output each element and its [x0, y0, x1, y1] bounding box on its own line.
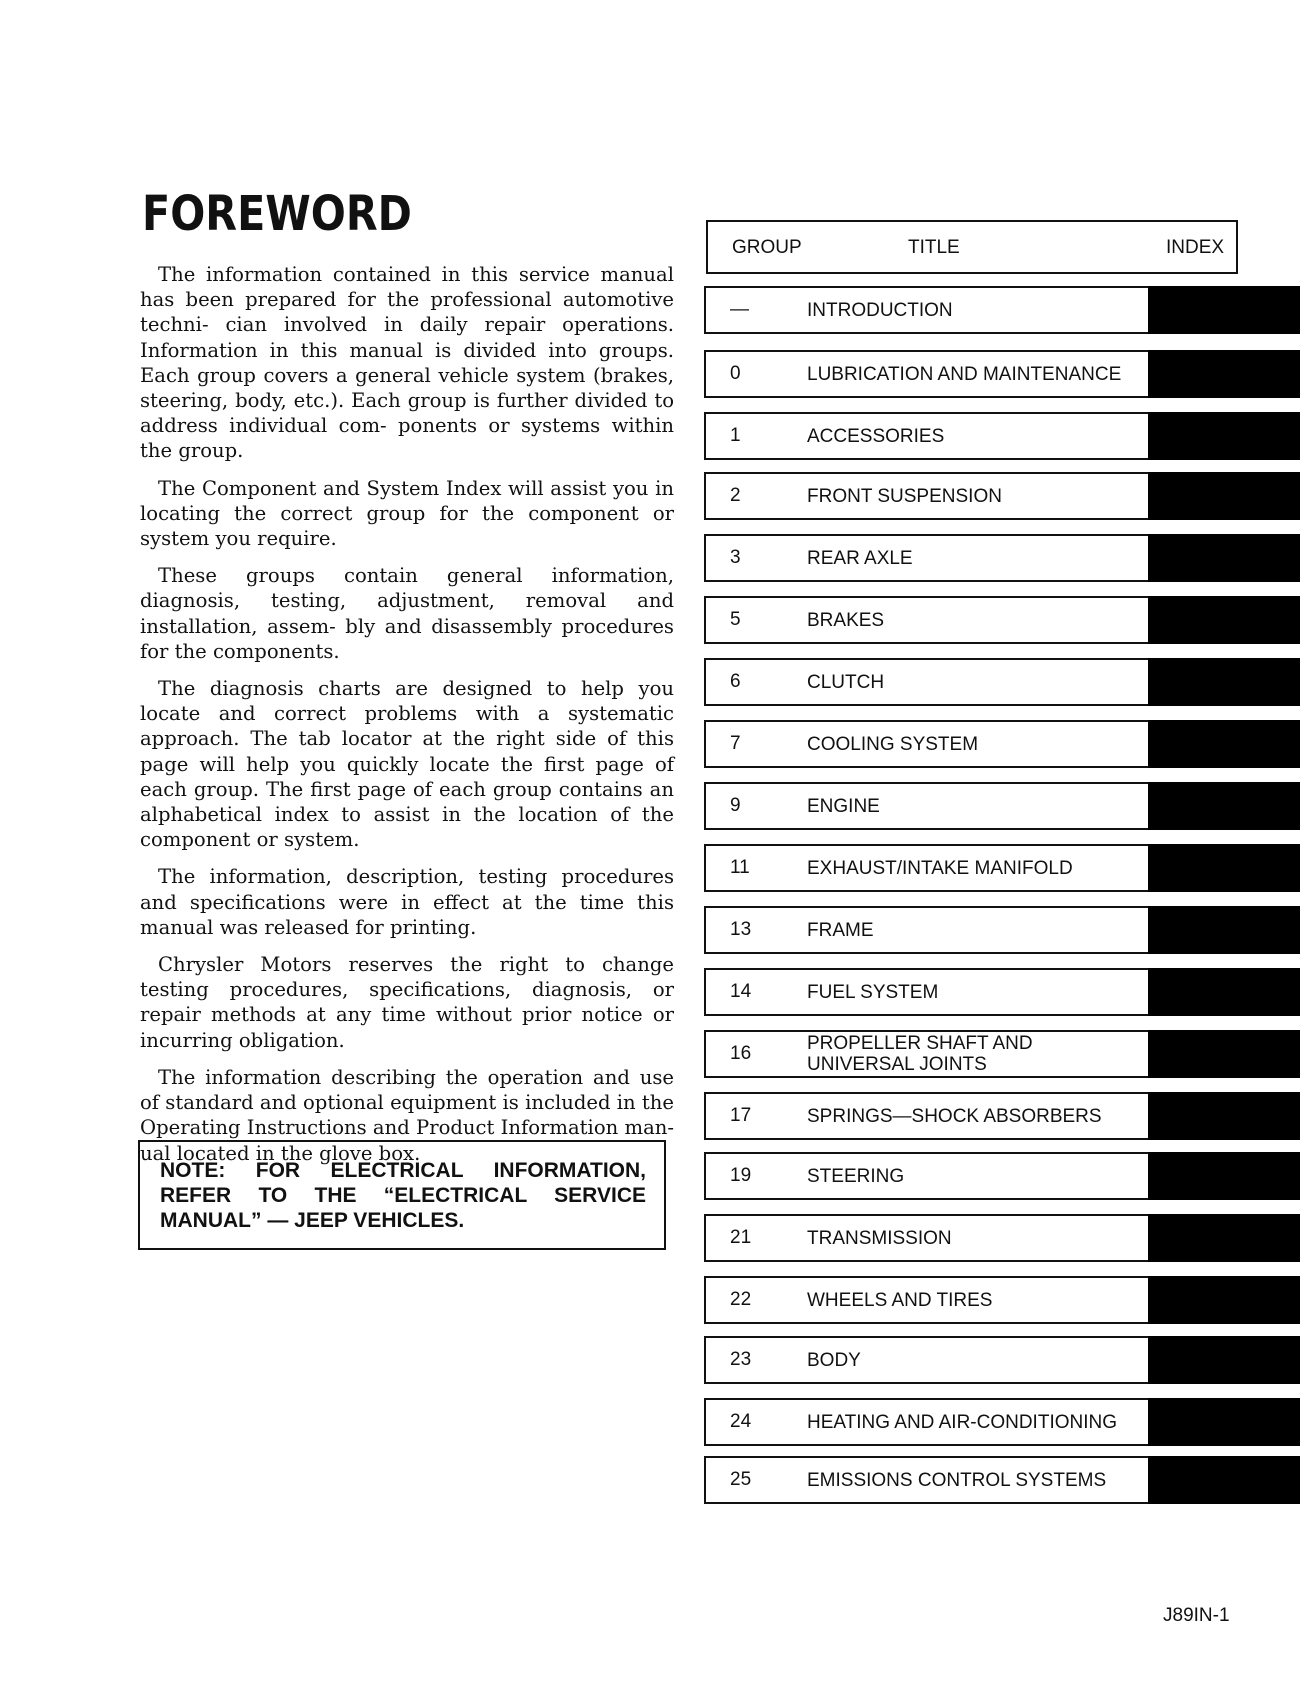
toc-group-title: FUEL SYSTEM [807, 981, 939, 1003]
toc-row[interactable] [704, 596, 1300, 644]
toc-row[interactable] [704, 968, 1300, 1016]
toc-group-number: 23 [730, 1349, 752, 1370]
toc-group-title: COOLING SYSTEM [807, 733, 979, 755]
toc-row[interactable] [704, 472, 1300, 520]
index-tab[interactable] [1148, 658, 1300, 706]
toc-group-title: CLUTCH [807, 671, 885, 693]
toc-group-number: 6 [730, 671, 741, 692]
page-title: FOREWORD [142, 186, 412, 242]
toc-row[interactable] [704, 906, 1300, 954]
toc-row[interactable] [704, 534, 1300, 582]
toc-row[interactable] [704, 1030, 1300, 1078]
page-footer-code: J89IN-1 [1163, 1605, 1230, 1626]
toc-row[interactable] [704, 412, 1300, 460]
paragraph: The diagnosis charts are designed to help you locate and correct problems with a systematic approach. The tab locator at the right side of this page will help you quickly locate the first page of each group. The first page of each group contains an alphabetical index to assist in the location of the component or system. [140, 677, 674, 852]
toc-group-number: 7 [730, 733, 741, 754]
toc-row[interactable] [704, 1398, 1300, 1446]
toc-group-number: 17 [730, 1105, 752, 1126]
toc-group-title: EMISSIONS CONTROL SYSTEMS [807, 1469, 1107, 1491]
index-tab[interactable] [1148, 1152, 1300, 1200]
toc-group-number: 5 [730, 609, 741, 630]
toc-group-number: 14 [730, 981, 752, 1002]
index-tab[interactable] [1148, 906, 1300, 954]
paragraph: The information describing the operation and use of standard and optional equipment is included in the Operating Instructions and Product Information man- ual located in the glove box. [140, 1065, 674, 1165]
index-tab[interactable] [1148, 534, 1300, 582]
toc-header [706, 220, 1238, 274]
toc-group-number: 21 [730, 1227, 752, 1248]
toc-row[interactable] [704, 1214, 1300, 1262]
toc-group-title: REAR AXLE [807, 547, 913, 569]
toc-group-number: 0 [730, 363, 741, 384]
index-tab[interactable] [1148, 1030, 1300, 1078]
toc-row[interactable] [704, 1276, 1300, 1324]
toc-row[interactable] [704, 1092, 1300, 1140]
paragraph: The Component and System Index will assist you in locating the correct group for the component or system you require. [140, 476, 674, 551]
paragraph: These groups contain general information, diagnosis, testing, adjustment, removal and installation, assem- bly and disassembly procedures for the components. [140, 564, 674, 663]
toc-header-title: TITLE [908, 237, 960, 258]
toc-group-number: 16 [730, 1043, 752, 1064]
toc-group-title: BRAKES [807, 609, 885, 631]
toc-group-title: INTRODUCTION [807, 299, 953, 321]
index-tab[interactable] [1148, 472, 1300, 520]
toc-row[interactable] [704, 350, 1300, 398]
index-tab[interactable] [1148, 350, 1300, 398]
toc-group-number: 13 [730, 919, 752, 940]
index-tab[interactable] [1148, 1398, 1300, 1446]
index-tab[interactable] [1148, 596, 1300, 644]
toc-group-title: ACCESSORIES [807, 425, 945, 447]
index-tab[interactable] [1148, 720, 1300, 768]
index-tab[interactable] [1148, 782, 1300, 830]
toc-row[interactable] [704, 658, 1300, 706]
toc-group-title: FRAME [807, 919, 874, 941]
toc-row[interactable] [704, 720, 1300, 768]
toc-group-number: 2 [730, 485, 741, 506]
toc-row[interactable] [704, 1336, 1300, 1384]
toc-group-title: FRONT SUSPENSION [807, 485, 1002, 507]
toc-group-number: 19 [730, 1165, 752, 1186]
toc-row[interactable] [704, 1152, 1300, 1200]
paragraph: The information contained in this service manual has been prepared for the professional automotive techni- cian involved in daily repair operations. Information in this manual is divided into groups. Each group covers a general vehicle system (brakes, steering, body, etc.). Each group is further divided to address individual com- ponents or systems within the group. [140, 263, 674, 463]
index-tab[interactable] [1148, 286, 1300, 334]
paragraph: Chrysler Motors reserves the right to change testing procedures, specifications, diagnosis, or repair methods at any time without prior notice or incurring obligation. [140, 953, 674, 1052]
toc-group-title: ENGINE [807, 795, 880, 817]
toc-group-title: PROPELLER SHAFT AND UNIVERSAL JOINTS [807, 1033, 1033, 1075]
foreword-body [140, 262, 674, 1178]
toc-group-number: 3 [730, 547, 741, 568]
paragraph: The information, description, testing procedures and specifications were in effect at the time this manual was released for printing. [140, 865, 674, 939]
toc-group-number: 11 [730, 857, 750, 878]
toc-header-group: GROUP [732, 237, 802, 258]
toc-group-title: WHEELS AND TIRES [807, 1289, 993, 1311]
index-tab[interactable] [1148, 1276, 1300, 1324]
index-tab[interactable] [1148, 412, 1300, 460]
toc-group-title: EXHAUST/INTAKE MANIFOLD [807, 857, 1073, 879]
toc-group-title: HEATING AND AIR-CONDITIONING [807, 1411, 1118, 1433]
index-tab[interactable] [1148, 1214, 1300, 1262]
toc-row[interactable] [704, 286, 1300, 334]
toc-row[interactable] [704, 782, 1300, 830]
toc-group-number: — [730, 299, 749, 320]
index-tab[interactable] [1148, 844, 1300, 892]
toc-group-number: 25 [730, 1469, 752, 1490]
index-tab[interactable] [1148, 1336, 1300, 1384]
toc-group-number: 22 [730, 1289, 752, 1310]
toc-group-title: SPRINGS—SHOCK ABSORBERS [807, 1105, 1102, 1127]
toc-header-index: INDEX [1166, 237, 1225, 258]
toc-group-title: BODY [807, 1349, 861, 1371]
index-tab[interactable] [1148, 968, 1300, 1016]
toc-group-title: STEERING [807, 1165, 905, 1187]
index-tab[interactable] [1148, 1456, 1300, 1504]
toc-row[interactable] [704, 844, 1300, 892]
toc-group-title: TRANSMISSION [807, 1227, 952, 1249]
toc-group-number: 9 [730, 795, 741, 816]
electrical-note: NOTE: FOR ELECTRICAL INFORMATION, REFER TO THE “ELECTRICAL SERVICE MANUAL” — JEEP VEHICLES. [138, 1140, 666, 1250]
toc-group-number: 1 [730, 425, 741, 446]
toc-row[interactable] [704, 1456, 1300, 1504]
toc-group-number: 24 [730, 1411, 752, 1432]
index-tab[interactable] [1148, 1092, 1300, 1140]
toc-group-title: LUBRICATION AND MAINTENANCE [807, 363, 1122, 385]
